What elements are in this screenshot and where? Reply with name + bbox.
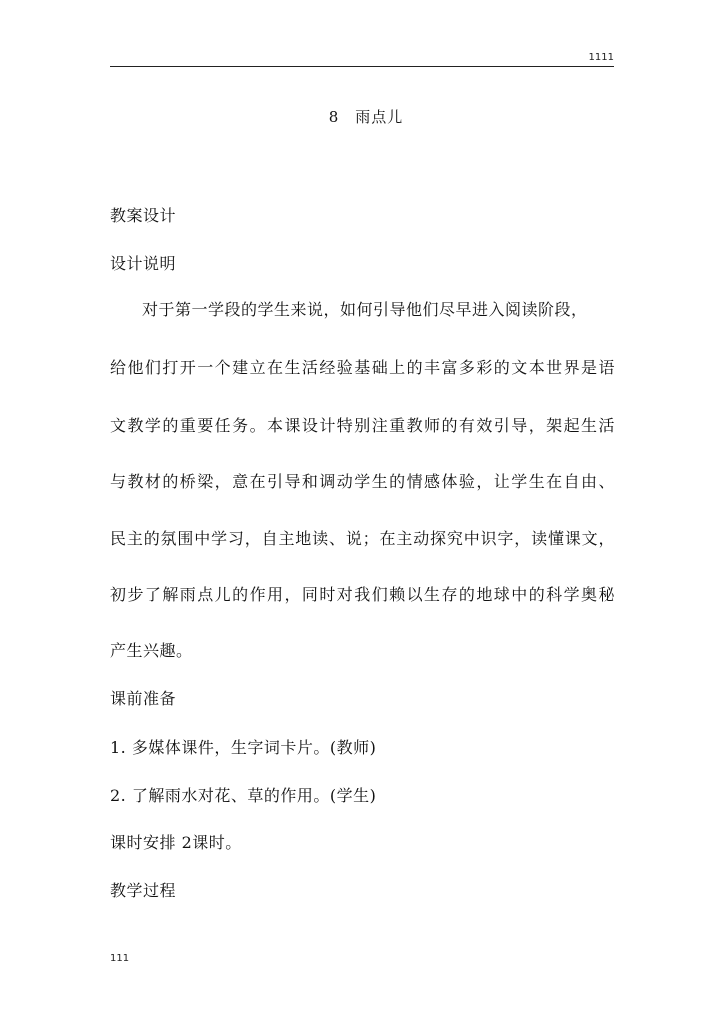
schedule-line: 课时安排 2课时。 [110, 833, 242, 852]
paragraph-line-5: 民主的氛围中学习，自主地读、说；在主动探究中识字，读懂课文， [110, 529, 615, 548]
paragraph-line-1: 对于第一学段的学生来说，如何引导他们尽早进入阅读阶段， [142, 300, 588, 319]
paragraph-line-3: 文教学的重要任务。本课设计特别注重教师的有效引导，架起生活 [110, 416, 615, 435]
paragraph-line-2: 给他们打开一个建立在生活经验基础上的丰富多彩的文本世界是语 [110, 358, 615, 377]
paragraph-line-7: 产生兴趣。 [110, 641, 193, 660]
header-page-number: 1111 [588, 52, 614, 63]
header-rule [110, 66, 614, 67]
section-lesson-design: 教案设计 [110, 206, 177, 225]
preparation-item-1: 1. 多媒体课件，生字词卡片。(教师) [110, 738, 377, 757]
lesson-title [0, 106, 724, 127]
paragraph-line-6: 初步了解雨点儿的作用，同时对我们赖以生存的地球中的科学奥秘 [110, 585, 615, 604]
section-design-notes: 设计说明 [110, 254, 177, 273]
section-teaching-process: 教学过程 [110, 881, 177, 900]
footer-page-number: 111 [110, 953, 130, 964]
lesson-number: 8 [328, 108, 340, 126]
paragraph-line-4: 与教材的桥梁，意在引导和调动学生的情感体验，让学生在自由、 [110, 472, 615, 491]
section-preparation: 课前准备 [110, 689, 177, 708]
lesson-title-text: 雨点儿 [355, 108, 404, 126]
preparation-item-2: 2. 了解雨水对花、草的作用。(学生) [110, 786, 377, 805]
